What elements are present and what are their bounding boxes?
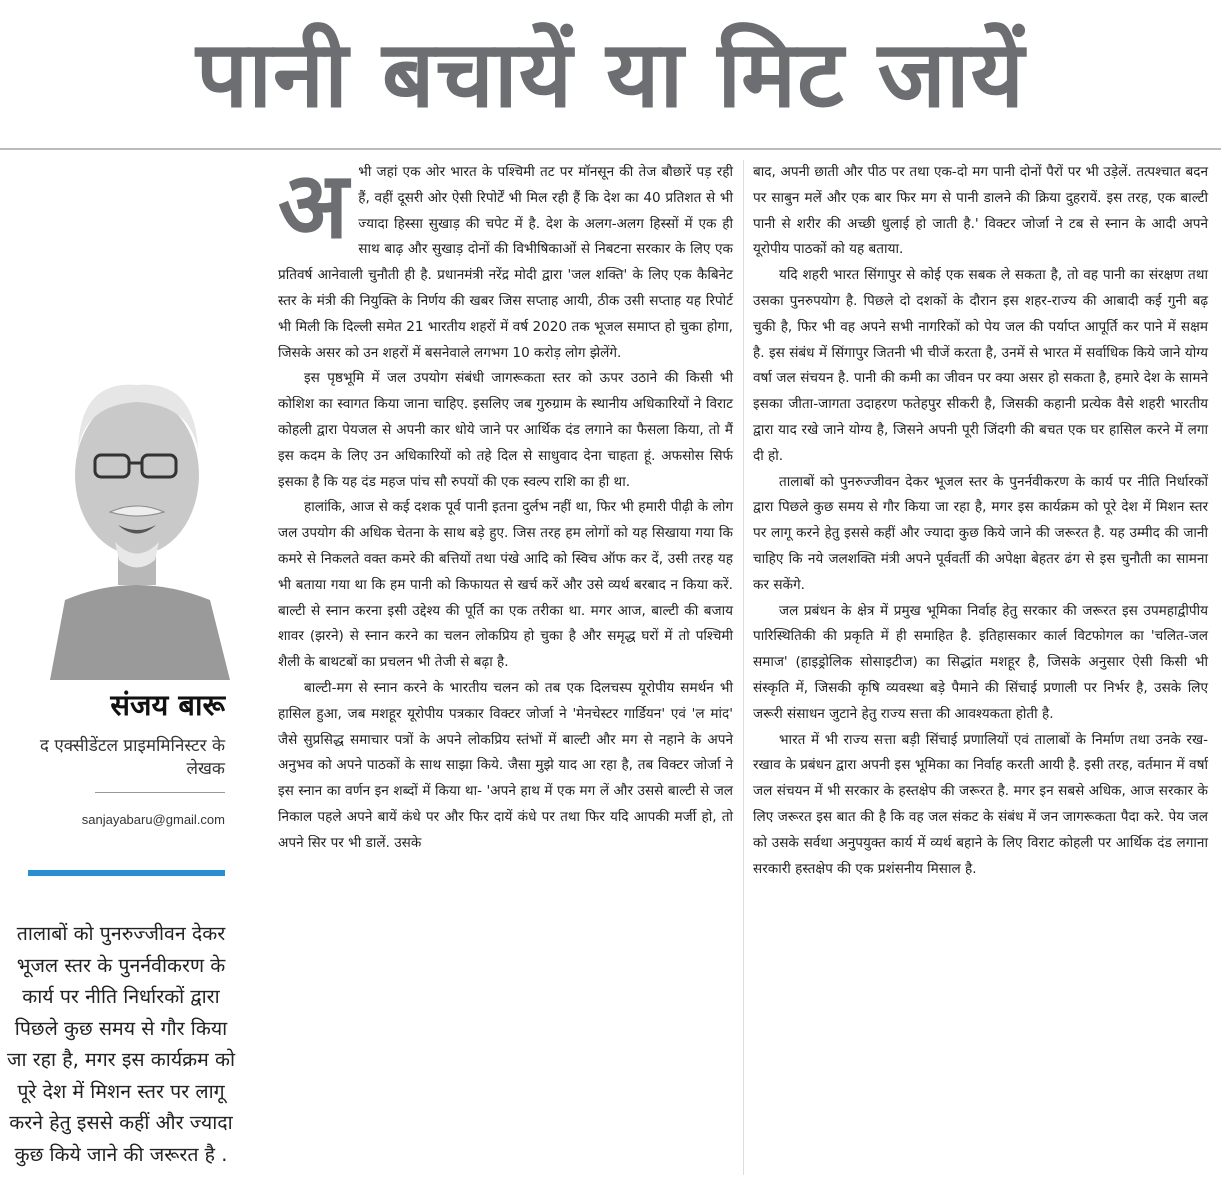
author-photo — [40, 280, 230, 680]
top-rule — [0, 148, 1221, 150]
author-rule — [95, 792, 225, 793]
headline: पानी बचायें या मिट जायें — [195, 21, 1026, 128]
article-column-1 — [278, 152, 733, 1175]
author-email[interactable]: sanjayabaru@gmail.com — [81, 812, 225, 827]
article-paragraph: तालाबों को पुनरुज्जीवन देकर भूजल स्तर के पुनर्नवीकरण के कार्य पर नीति निर्धारकों द्वारा पिछले कुछ समय से गौर किया जा रहा है, मगर इस कार्यक्रम को पूरे देश में मिशन स्तर पर लागू करने हेतु इससे कहीं और ज्यादा कुछ किये जाने की जरूरत है. यह उम्मीद की जानी चाहिए कि नये जलशक्ति मंत्री अपने पूर्ववर्ती की अपेक्षा बेहतर ढंग से इस चुनौती का सामना कर सकेंगे. — [753, 473, 1208, 593]
article-paragraph: जल प्रबंधन के क्षेत्र में प्रमुख भूमिका निर्वाह हेतु सरकार की जरूरत इस उपमहाद्वीपीय पारिस्थितिकी की प्रकृति में ही समाहित है. इतिहासकार कार्ल विटफोगल का 'चलित-जल समाज' (हाइड्रोलिक सोसाइटीज) का सिद्धांत मशहूर है, जिसके अनुसार ऐसी किसी भी संस्कृति में, जिसकी कृषि व्यवस्था बड़े पैमाने की सिंचाई प्रणाली पर निर्भर है, उसके लिए जरूरी संसाधन जुटाने हेतु राज्य सत्ता की आवश्यकता होती है. — [753, 602, 1208, 722]
column-divider — [743, 160, 744, 1175]
article-column-2 — [753, 160, 1208, 1175]
article-paragraph: बाद, अपनी छाती और पीठ पर तथा एक-दो मग पानी दोनों पैरों पर भी उड़ेलें. तत्पश्चात बदन पर साबुन मलें और एक बार फिर मग से पानी डालने की क्रिया दुहरायें. इस तरह, एक बाल्टी पानी से शरीर की अच्छी धुलाई हो जाती है.' विक्टर जोर्जा ने टब से स्नान के आदी अपने यूरोपीय पाठकों को यह बताया. — [753, 164, 1208, 258]
article-paragraph: यदि शहरी भारत सिंगापुर से कोई एक सबक ले सकता है, तो वह पानी का संरक्षण तथा उसका पुनरुपयोग है. पिछले दो दशकों के दौरान इस शहर-राज्य की आबादी कई गुनी बढ़ चुकी है, फिर भी वह अपने सभी नागरिकों को पेय जल की पर्याप्त आपूर्ति कर पाने में सक्षम है. इस संबंध में सिंगापुर जितनी भी चीजें करता है, उनमें से भारत में सर्वाधिक किये जाने योग्य वर्षा जल संचयन है. पानी की कमी का जीवन पर क्या असर हो सकता है, हमारे देश के सामने इसका जीता-जागता उदाहरण फतेहपुर सीकरी है, जिसकी कहानी प्रत्येक वैसे शहरी भारतीय द्वारा याद रखे जाने योग्य है, जिसने अपनी पूरी जिंदगी की बचत एक घर हासिल करने में लगा दी हो. — [753, 267, 1208, 464]
article-paragraph: हालांकि, आज से कई दशक पूर्व पानी इतना दुर्लभ नहीं था, फिर भी हमारी पीढ़ी के लोग जल उपयोग की अधिक चेतना के साथ बड़े हुए. जिस तरह हम लोगों को यह सिखाया गया कि कमरे से निकलते वक्त कमरे की बत्तियों तथा पंखे आदि को स्विच ऑफ कर दें, उसी तरह यह भी बताया गया था कि हम पानी को किफायत से खर्च करें और उसे व्यर्थ बरबाद न किया करें. बाल्टी से स्नान करना इसी उद्देश्य की पूर्ति का एक तरीका था. मगर आज, बाल्टी की बजाय शावर (झरने) से स्नान करने का चलन लोकप्रिय हो चुका है और समृद्ध घरों में तो पश्चिमी शैली के बाथटबों का प्रचलन भी तेजी से बढ़ा है. — [278, 499, 733, 671]
article-paragraph: भारत में भी राज्य सत्ता बड़ी सिंचाई प्रणालियों एवं तालाबों के निर्माण तथा उनके रख-रखाव के प्रबंधन द्वारा अपनी इस भूमिका का निर्वाह करती आयी है. इसी तरह, वर्तमान में वर्षा जल संचयन में भी सरकार के हस्तक्षेप की जरूरत है. मगर इन सबसे अधिक, आज सरकार के लिए जरूरत इस बात की है कि वह जल संकट के संबंध में जन जागरूकता पैदा करे. पेय जल को उसके सर्वथा अनुपयुक्त कार्य में व्यर्थ बहाने के लिए विराट कोहली पर आर्थिक दंड लगाना सरकारी हस्तक्षेप की एक प्रशंसनीय मिसाल है. — [753, 731, 1208, 877]
drop-cap: अ — [278, 152, 349, 259]
pull-quote: तालाबों को पुनरुज्जीवन देकर भूजल स्तर के पुनर्नवीकरण के कार्य पर नीति निर्धारकों द्वारा पिछले कुछ समय से गौर किया जा रहा है, मगर इस कार्यक्रम को पूरे देश में मिशन स्तर पर लागू करने हेतु इससे कहीं और ज्यादा कुछ किये जाने की जरूरत है . — [6, 922, 235, 1166]
article-paragraph: अभी जहां एक ओर भारत के पश्चिमी तट पर मॉनसून की तेज बौछारें पड़ रही हैं, वहीं दूसरी ओर ऐसी रिपोर्टें भी मिल रही हैं कि देश का 40 प्रतिशत से भी ज्यादा हिस्सा सुखाड़ की चपेट में है. देश के अलग-अलग हिस्सों में एक ही साथ बाढ़ और सुखाड़ दोनों की विभीषिकाओं से निबटना सरकार के लिए एक प्रतिवर्ष आनेवाली चुनौती ही है. प्रधानमंत्री नरेंद्र मोदी द्वारा 'जल शक्ति' के लिए एक कैबिनेट स्तर के मंत्री की नियुक्ति के निर्णय की खबर जिस सप्ताह आयी, ठीक उसी सप्ताह यह रिपोर्ट भी मिली कि दिल्ली समेत 21 भारतीय शहरों में वर्ष 2020 तक भूजल समाप्त हो चुका होगा, जिसके असर को उन शहरों में बसनेवाले लगभग 10 करोड़ लोग झेलेंगे. — [278, 152, 733, 361]
author-name: संजय बारू — [110, 688, 225, 722]
sidebar — [0, 160, 245, 1175]
article-paragraph: इस पृष्ठभूमि में जल उपयोग संबंधी जागरूकता स्तर को ऊपर उठाने की किसी भी कोशिश का स्वागत किया जाना चाहिए. इसलिए जब गुरुग्राम के स्थानीय अधिकारियों ने विराट कोहली द्वारा पेयजल से अपनी कार धोये जाने पर आर्थिक दंड लगाने का फैसला किया, तो मैं इस कदम के लिए उन अधिकारियों को तहे दिल से साधुवाद देना चाहता हूं. अफसोस सिर्फ इसका है कि यह दंड महज पांच सौ रुपयों की एक स्वल्प राशि का ही था. — [278, 370, 733, 490]
article-paragraph: बाल्टी-मग से स्नान करने के भारतीय चलन को तब एक दिलचस्प यूरोपीय समर्थन भी हासिल हुआ, जब मशहूर यूरोपीय पत्रकार विक्टर जोर्जा ने 'मेनचेस्टर गार्डियन' एवं 'ल मांद' जैसे सुप्रसिद्ध समाचार पत्रों के अपने लोकप्रिय स्तंभों में बाल्टी और मग से नहाने के अपने अनुभव को अपने पाठकों के साथ साझा किये. जैसा मुझे याद आ रहा है, तब विक्टर जोर्जा ने इस स्नान का वर्णन इन शब्दों में किया था- 'अपने हाथ में एक मग लें और उससे बाल्टी से जल निकाल पहले अपने बायें कंधे पर और फिर दायें कंधे पर तथा फिर यदि आपकी मर्जी हो, तो अपने सिर पर भी डालें. उसके — [278, 679, 733, 851]
accent-bar — [28, 870, 225, 876]
author-role: द एक्सीडेंटल प्राइममिनिस्टर के लेखक — [39, 736, 225, 779]
